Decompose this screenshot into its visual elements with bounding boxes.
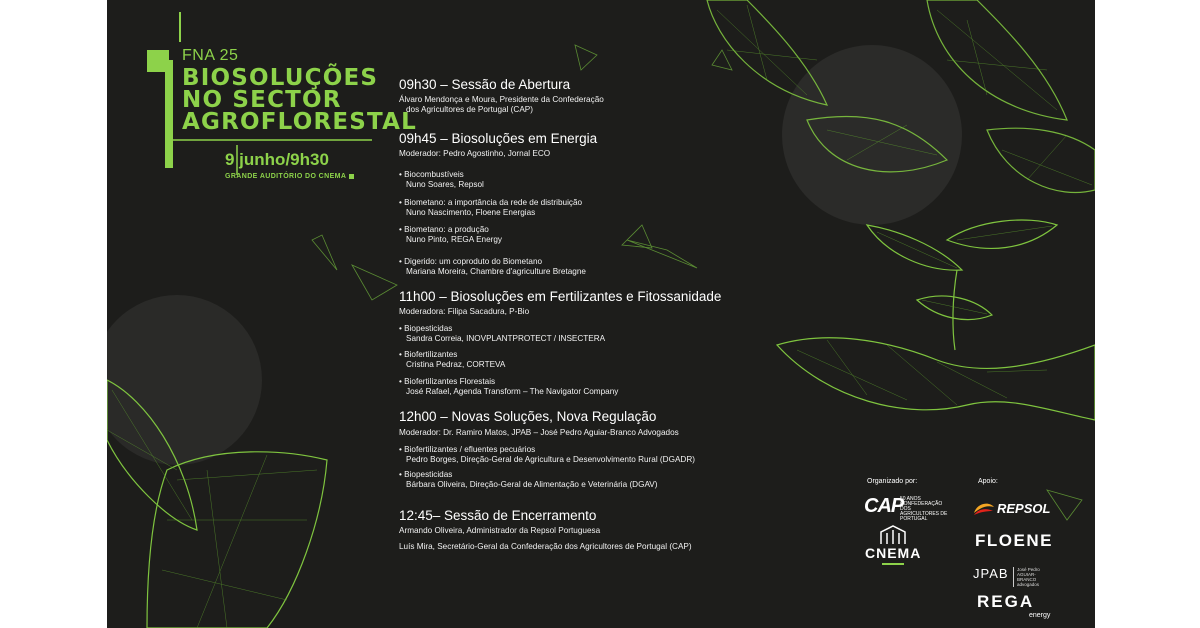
list-item: • Biocombustíveis Nuno Soares, Repsol [399, 170, 484, 189]
cnema-logo: CNEMA [865, 545, 922, 561]
event-title-block [107, 0, 417, 190]
session-energy-moderator: Moderador: Pedro Agostinho, Jornal ECO [399, 149, 551, 158]
session-closing-title: 12:45– Sessão de Encerramento [399, 508, 597, 523]
session-fertilizers-title: 11h00 – Biosoluções em Fertilizantes e Fitossanidade [399, 289, 722, 304]
session-closing-speaker-2: Luís Mira, Secretário-Geral da Confederação dos Agricultores de Portugal (CAP) [399, 542, 692, 551]
session-opening-title: 09h30 – Sessão de Abertura [399, 77, 571, 92]
organized-by-label: Organizado por: [867, 478, 918, 485]
cap-logo-subtitle: 50 ANOS CONFEDERAÇÃO DOS AGRICULTORES DE PORTUGAL [900, 496, 948, 522]
session-closing-speaker-1: Armando Oliveira, Administrador da Repsol Portuguesa [399, 526, 601, 535]
event-venue: GRANDE AUDITÓRIO DO CNEMA [225, 173, 354, 180]
list-item: • Digerido: um coproduto do Biometano Mariana Moreira, Chambre d'agriculture Bretagne [399, 257, 586, 276]
session-energy-title: 09h45 – Biosoluções em Energia [399, 131, 598, 146]
event-date: 9 junho/9h30 [225, 150, 329, 169]
session-fertilizers-moderator: Moderadora: Filipa Sacadura, P-Bio [399, 307, 530, 316]
cnema-building-icon [879, 524, 907, 544]
jpab-logo: JPAB [973, 566, 1009, 581]
list-item: • Biopesticidas Sandra Correia, INOVPLANTPROTECT / INSECTERA [399, 324, 606, 343]
list-item: • Biofertilizantes Florestais José Rafael, Agenda Transform – The Navigator Company [399, 377, 619, 396]
cap-logo: CAP [864, 495, 904, 517]
session-regulation-title: 12h00 – Novas Soluções, Nova Regulação [399, 409, 657, 424]
session-regulation-moderator: Moderador: Dr. Ramiro Matos, JPAB – José Pedro Aguiar-Branco Advogados [399, 428, 679, 437]
support-label: Apoio: [978, 478, 998, 485]
event-title-line-2: NO SECTOR [182, 87, 342, 113]
list-item: • Biometano: a importância da rede de distribuição Nuno Nascimento, Floene Energias [399, 198, 583, 217]
floene-logo: FLOENE [975, 531, 1053, 550]
rega-logo-subtitle: energy [1029, 612, 1051, 619]
cnema-logo-underline [882, 563, 904, 565]
list-item: • Biofertilizantes Cristina Pedraz, CORTEVA [399, 350, 506, 369]
list-item: • Biometano: a produção Nuno Pinto, REGA Energy [399, 225, 503, 244]
repsol-logo: REPSOL [997, 501, 1051, 516]
list-item: • Biofertilizantes / efluentes pecuários Pedro Borges, Direção-Geral de Agricultura e Desenvolvimento Rural (DGADR) [399, 445, 695, 464]
event-title-line-1: BIOSOLUÇÕES [182, 65, 379, 91]
session-opening-speaker-org: dos Agricultores de Portugal (CAP) [406, 105, 533, 114]
event-title-line-3: AGROFLORESTAL [182, 109, 417, 135]
session-opening-speaker: Álvaro Mendonça e Moura, Presidente da Confederação [399, 95, 604, 104]
event-poster [107, 0, 1095, 628]
repsol-flame-icon [973, 499, 995, 517]
jpab-logo-subtitle: José Pedro AGUIAR-BRANCO advogados [1013, 567, 1053, 587]
program-schedule [399, 0, 819, 628]
rega-logo: REGA [977, 592, 1035, 611]
list-item: • Biopesticidas Bárbara Oliveira, Direção-Geral de Alimentação e Veterinária (DGAV) [399, 470, 658, 489]
event-edition: FNA 25 [182, 47, 239, 64]
